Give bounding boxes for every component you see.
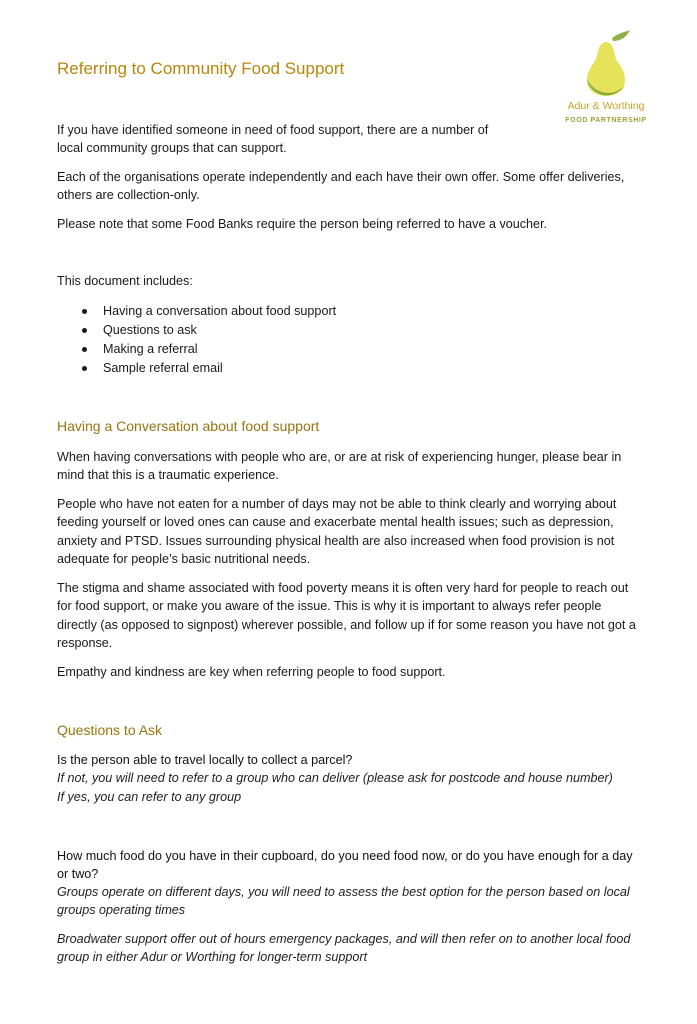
bullet-icon — [82, 366, 87, 371]
section-heading-conversation: Having a Conversation about food support — [57, 418, 320, 434]
logo-name: Adur & Worthing — [567, 100, 645, 112]
question-1-answer-yes: If yes, you can refer to any group — [57, 790, 242, 804]
pear-logo-icon — [560, 28, 652, 100]
question-1: Is the person able to travel locally to collect a parcel? — [57, 753, 353, 767]
intro-paragraph-1: If you have identified someone in need of food support, there are a number of local community groups that can support. — [57, 123, 489, 156]
question-2-answer-1: Groups operate on different days, you will need to assess the best option for the person based on local groups operating times — [57, 885, 630, 918]
partnership-logo — [560, 28, 670, 132]
logo-tagline: FOOD PARTNERSHIP — [565, 117, 647, 124]
bullet-icon — [82, 309, 87, 314]
includes-label: This document includes: — [57, 274, 193, 288]
conversation-paragraph-4: Empathy and kindness are key when referring people to food support. — [57, 665, 446, 679]
intro-paragraph-3: Please note that some Food Banks require the person being referred to have a voucher. — [57, 217, 548, 231]
bullet-icon — [82, 347, 87, 352]
page-title: Referring to Community Food Support — [57, 59, 345, 78]
intro-paragraph-2: Each of the organisations operate independently and each have their own offer. Some offer deliveries, others are collection-only. — [57, 170, 625, 203]
contents-list — [57, 302, 577, 378]
question-2: How much food do you have in their cupboard, do you need food now, or do you have enough for a day or two? — [57, 849, 633, 882]
question-1-answer-no: If not, you will need to refer to a group who can deliver (please ask for postcode and house number) — [57, 771, 613, 785]
list-item — [57, 321, 577, 340]
conversation-paragraph-3: The stigma and shame associated with food poverty means it is often very hard for people to reach out for food support, or make you aware of the issue. This is why it is important to always refer people directly (as opposed to signpost) wherever possible, and follow up if for some reason you have not got a response. — [57, 581, 636, 651]
conversation-paragraph-2: People who have not eaten for a number of days may not be able to think clearly and worrying about feeding yourself or loved ones can cause and exacerbate mental health issues; such as depression, anxiety and PTSD. Issues surrounding physical health are also increased when food provision is not adequate for people’s basic nutritional needs. — [57, 497, 617, 567]
list-item-label: Making a referral — [103, 342, 198, 356]
bullet-icon — [82, 328, 87, 333]
list-item — [57, 340, 577, 359]
list-item-label: Having a conversation about food support — [103, 304, 337, 318]
list-item — [57, 302, 577, 321]
conversation-paragraph-1: When having conversations with people who are, or are at risk of experiencing hunger, please bear in mind that this is a traumatic experience. — [57, 450, 622, 483]
list-item — [57, 359, 577, 378]
list-item-label: Sample referral email — [103, 361, 223, 375]
question-2-answer-2: Broadwater support offer out of hours emergency packages, and will then refer on to another local food group in either Adur or Worthing for longer-term support — [57, 932, 631, 965]
section-heading-questions: Questions to Ask — [57, 722, 163, 738]
list-item-label: Questions to ask — [103, 323, 197, 337]
